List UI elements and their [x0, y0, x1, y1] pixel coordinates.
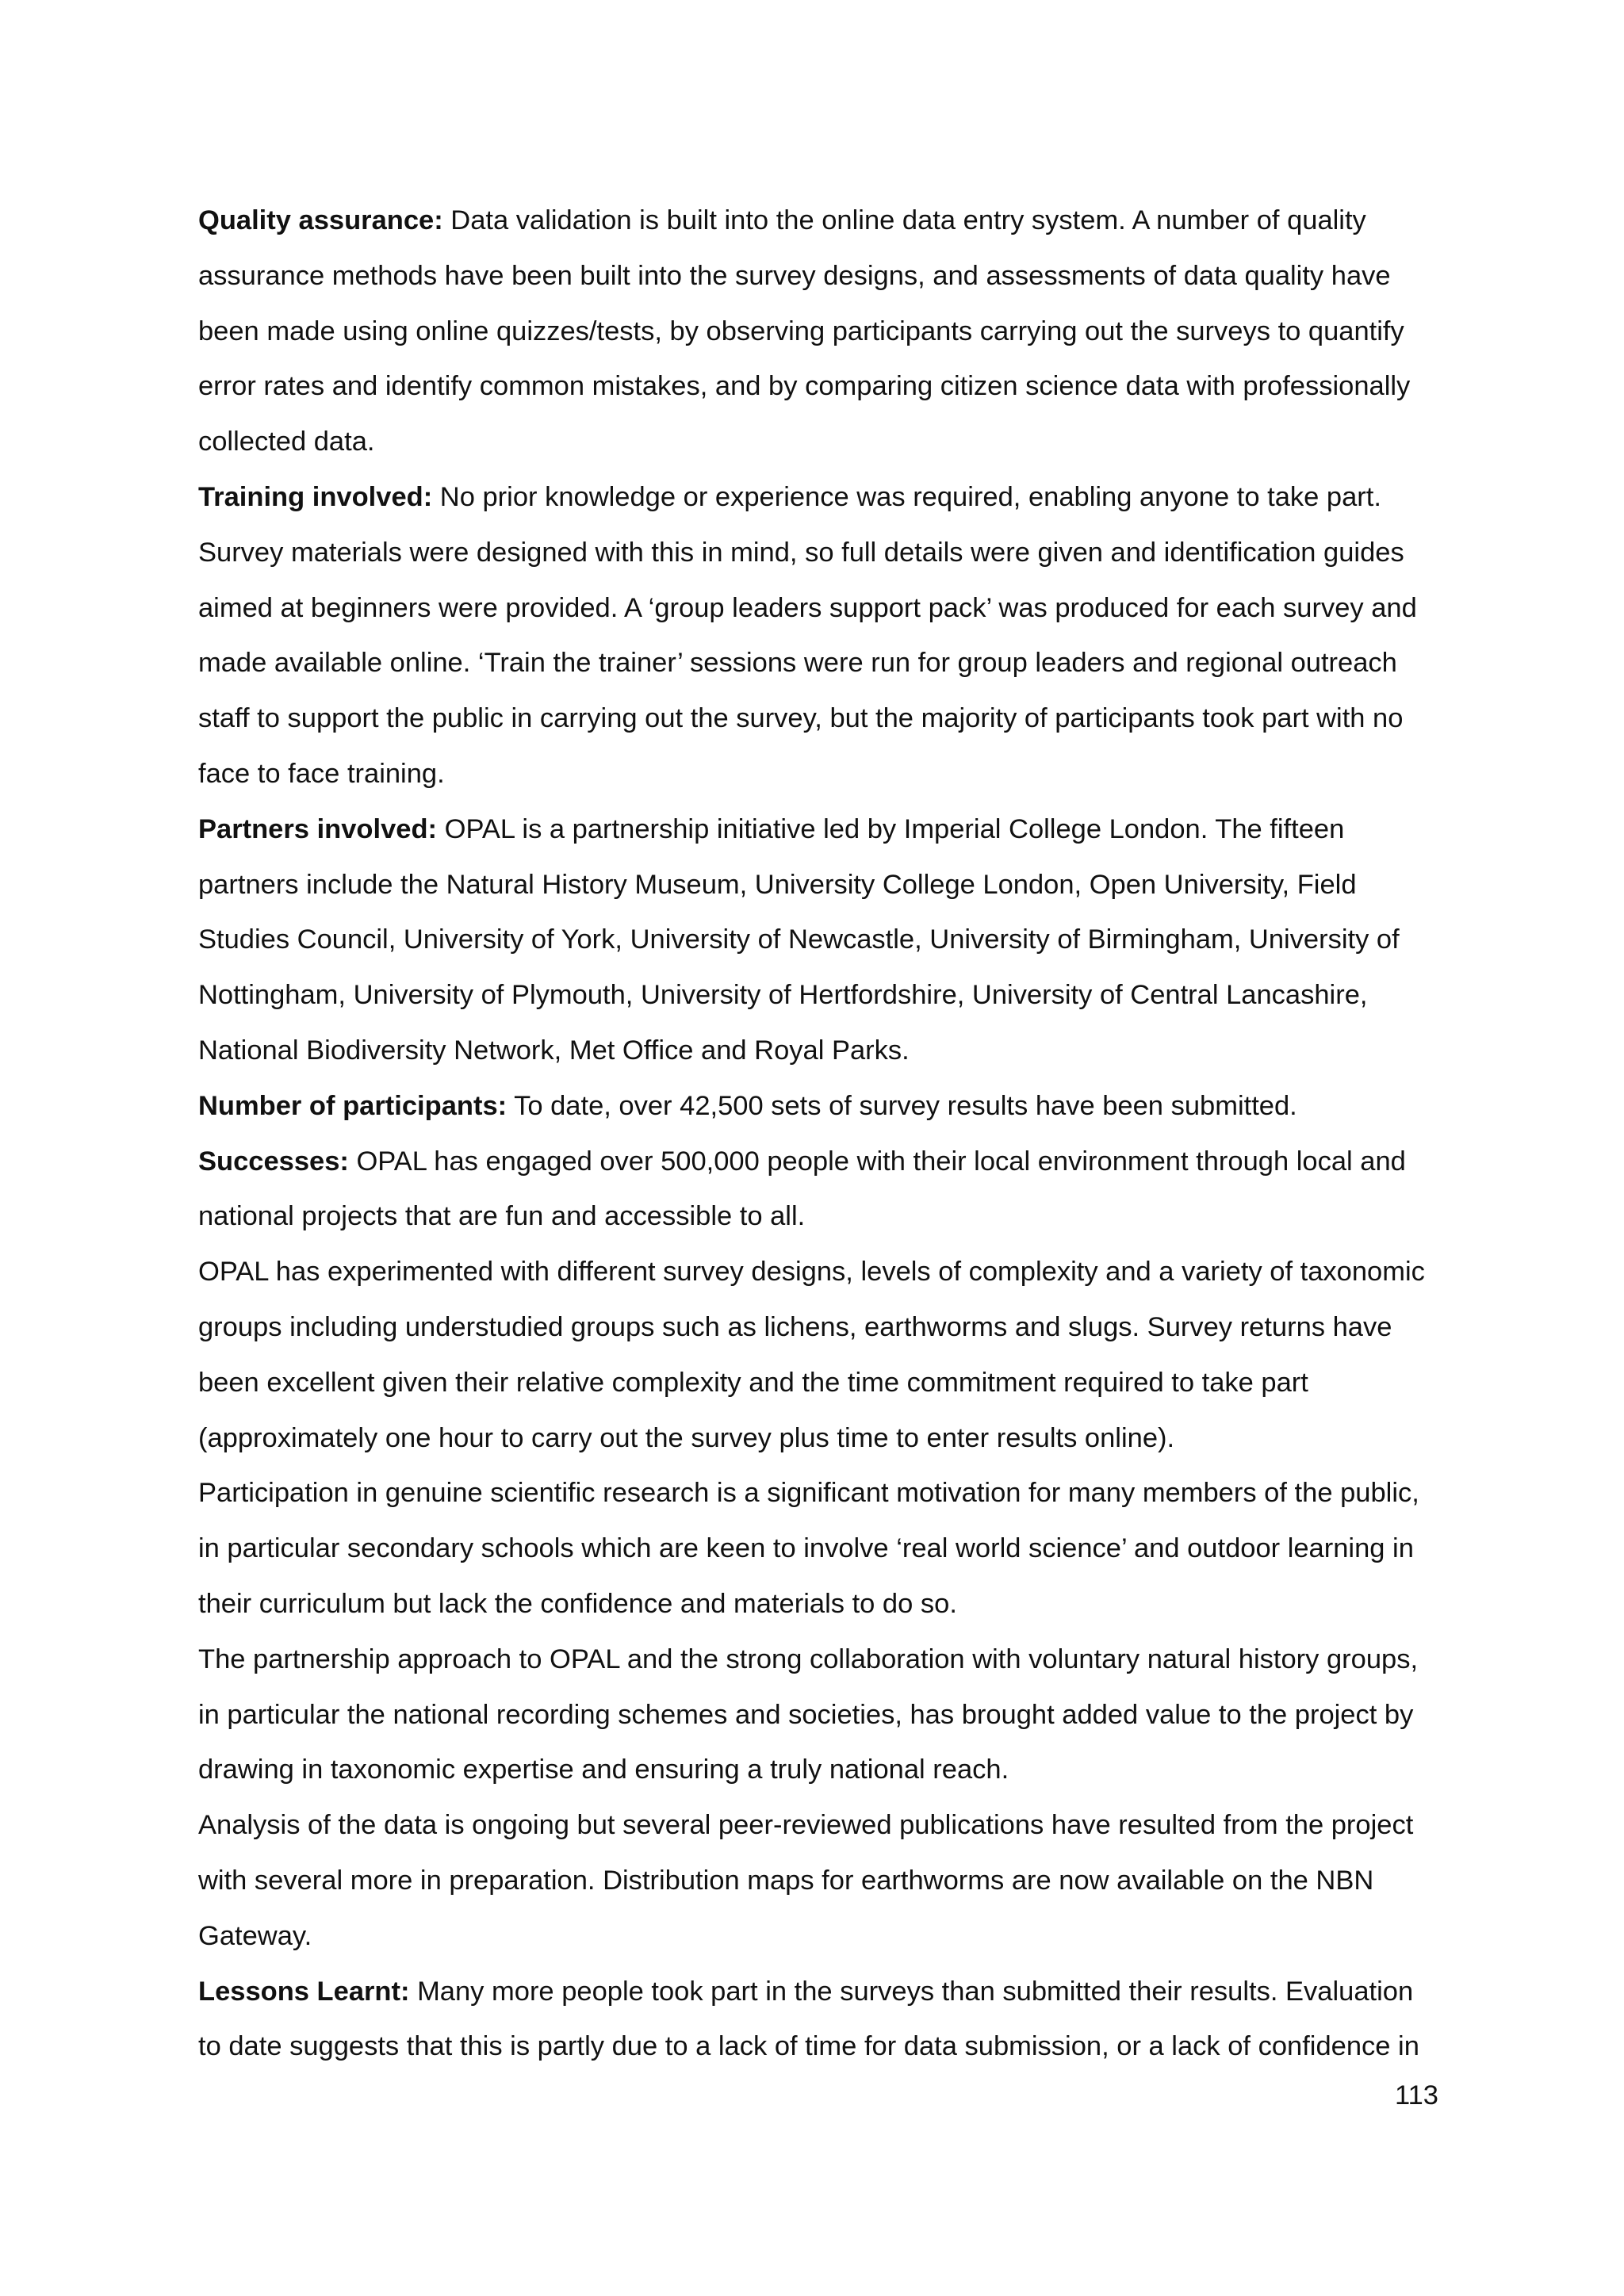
- data-analysis-paragraph: [198, 1798, 1443, 1964]
- participation-text: Participation in genuine scientific research is a significant motivation for many members of the public, in particular secondary schools which are keen to involve ‘real world science’ and outdoor learning in their curriculum but lack the confidence and materials to do so.: [198, 1478, 1419, 1619]
- lessons-learnt-text: Many more people took part in the surveys than submitted their results. Evaluation to date suggests that this is partly due to a lack of time for data submission, or a lack of confidence in: [198, 1976, 1419, 2062]
- quality-assurance-paragraph: [198, 193, 1443, 470]
- quality-assurance-text: Data validation is built into the online data entry system. A number of quality assurance methods have been built into the survey designs, and assessments of data quality have been made using online quizzes/tests, by observing participants carrying out the surveys to quantify error rates and identify common mistakes, and by comparing citizen science data with professionally collected data.: [198, 205, 1411, 457]
- page-number: 113: [1394, 2080, 1438, 2110]
- lessons-learnt-paragraph: [198, 1965, 1443, 2076]
- quality-assurance-label: Quality assurance:: [198, 205, 443, 235]
- training-involved-text: No prior knowledge or experience was required, enabling anyone to take part. Survey materials were designed with this in mind, so full details were given and identification guides aimed at beginners were provided. A ‘group leaders support pack’ was produced for each survey and made available online. ‘Train the trainer’ sessions were run for group leaders and regional outreach staff to support the public in carrying out the survey, but the majority of participants took part with no face to face training.: [198, 481, 1417, 789]
- partnership-approach-paragraph: [198, 1632, 1443, 1798]
- participation-paragraph: [198, 1466, 1443, 1632]
- partnership-approach-text: The partnership approach to OPAL and the strong collaboration with voluntary natural history groups, in particular the national recording schemes and societies, has brought added value to the project by drawing in taxonomic expertise and ensuring a truly national reach.: [198, 1644, 1419, 1785]
- survey-designs-paragraph: [198, 1245, 1443, 1466]
- training-involved-paragraph: [198, 470, 1443, 802]
- body-text: [198, 193, 1443, 2075]
- data-analysis-text: Analysis of the data is ongoing but several peer-reviewed publications have resulted from the project with several more in preparation. Distribution maps for earthworms are now available on the NBN Gateway.: [198, 1810, 1414, 1951]
- number-of-participants-text: To date, over 42,500 sets of survey results have been submitted.: [507, 1090, 1297, 1121]
- partners-involved-label: Partners involved:: [198, 813, 438, 844]
- partners-involved-paragraph: [198, 802, 1443, 1079]
- lessons-learnt-label: Lessons Learnt:: [198, 1976, 410, 2007]
- survey-designs-text: OPAL has experimented with different survey designs, levels of complexity and a variety of taxonomic groups including understudied groups such as lichens, earthworms and slugs. Survey returns have been excellent given their relative complexity and the time commitment required to take part (approximately one hour to carry out the survey plus time to enter results online).: [198, 1257, 1425, 1453]
- partners-involved-text: OPAL is a partnership initiative led by Imperial College London. The fifteen partners include the Natural History Museum, University College London, Open University, Field Studies Council, University of York, University of Newcastle, University of Birmingham, University of Nottingham, University of Plymouth, University of Hertfordshire, University of Central Lancashire, National Biodiversity Network, Met Office and Royal Parks.: [198, 813, 1400, 1066]
- successes-text: OPAL has engaged over 500,000 people with their local environment through local and national projects that are fun and accessible to all.: [198, 1146, 1406, 1232]
- training-involved-label: Training involved:: [198, 481, 433, 512]
- number-of-participants-label: Number of participants:: [198, 1090, 508, 1121]
- successes-paragraph: [198, 1135, 1443, 1246]
- number-of-participants-paragraph: [198, 1079, 1443, 1135]
- successes-label: Successes:: [198, 1146, 349, 1177]
